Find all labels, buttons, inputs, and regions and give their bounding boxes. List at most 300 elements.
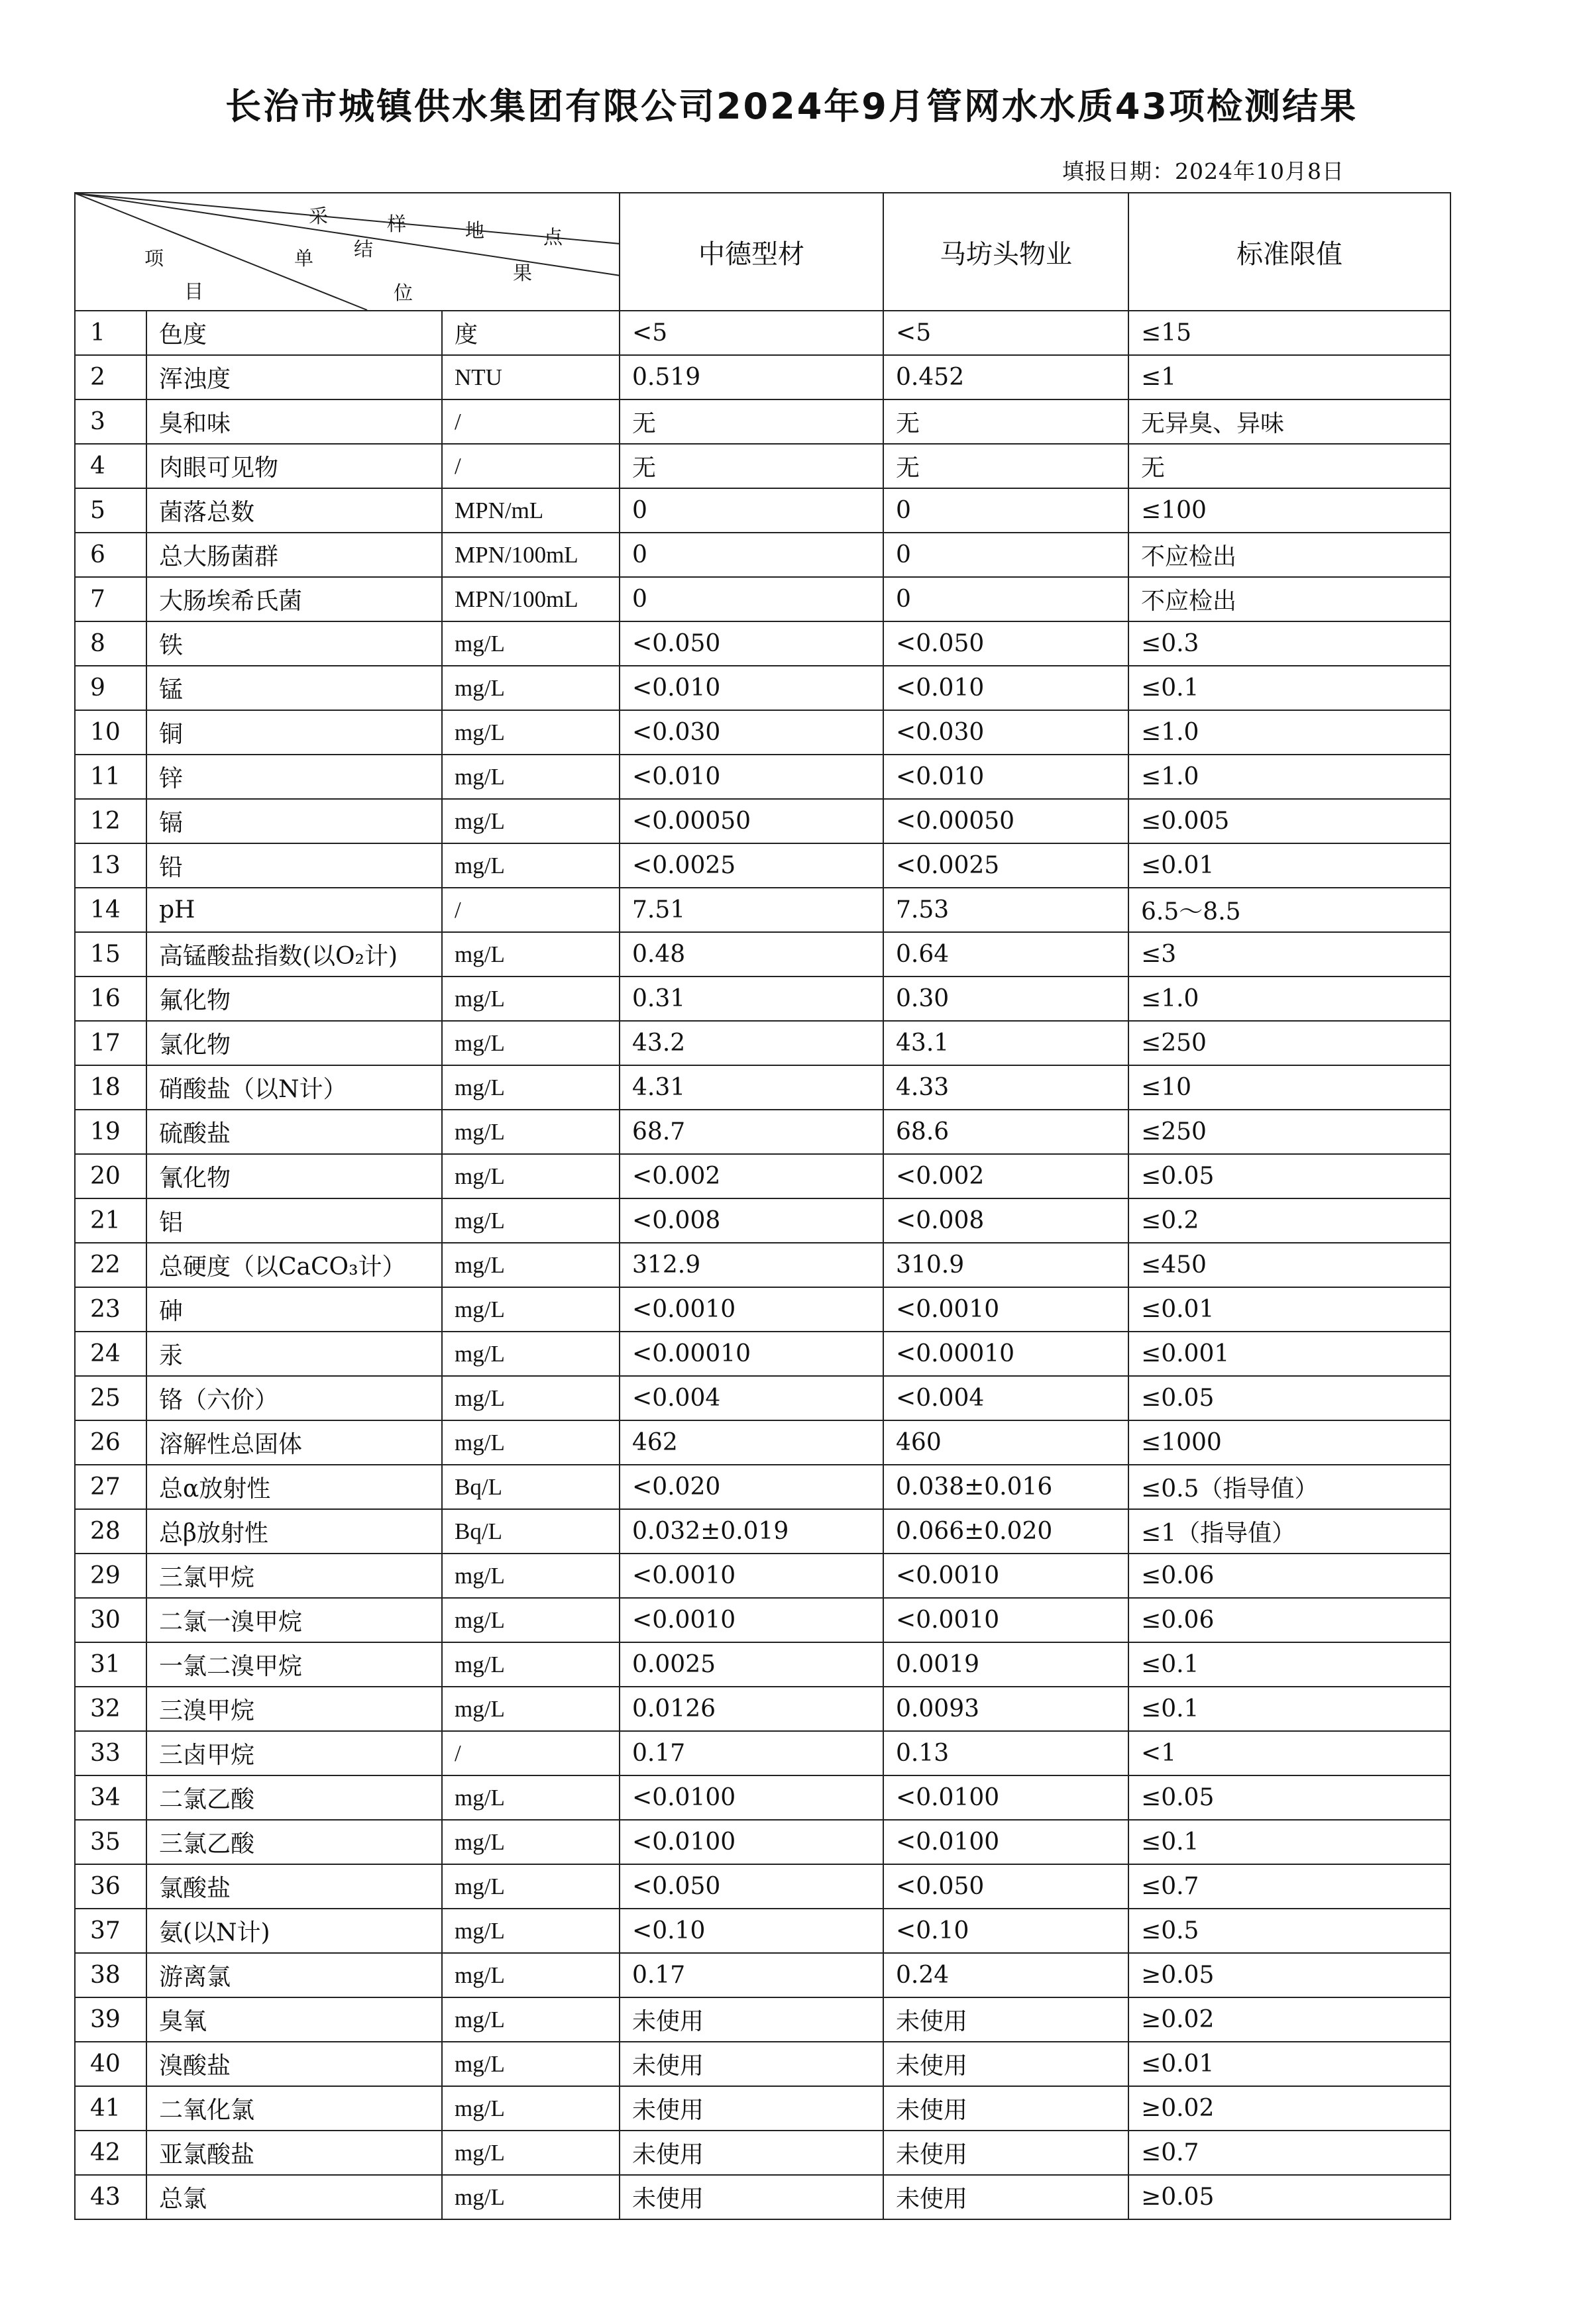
row-number: 8 (75, 621, 146, 666)
row-item: 铬（六价） (146, 1376, 442, 1420)
table-row (75, 2175, 1450, 2219)
table-body (75, 311, 1450, 2219)
row-item: 菌落总数 (146, 488, 442, 533)
row-unit: mg/L (442, 977, 620, 1021)
column-header-site2: 马坊头物业 (883, 193, 1128, 311)
row-value-site1: <0.010 (620, 666, 883, 710)
row-unit: / (442, 888, 620, 932)
row-limit: ≤1（指导值） (1128, 1509, 1450, 1554)
table-row (75, 1509, 1450, 1554)
row-item: 硫酸盐 (146, 1110, 442, 1154)
row-value-site2: 0 (883, 488, 1128, 533)
row-value-site1: <0.0100 (620, 1775, 883, 1820)
table-row (75, 311, 1450, 355)
row-item: 肉眼可见物 (146, 444, 442, 488)
row-value-site1: 43.2 (620, 1021, 883, 1065)
row-value-site2: <0.030 (883, 710, 1128, 755)
row-item: 总硬度（以CaCO₃计） (146, 1243, 442, 1287)
row-unit: mg/L (442, 2042, 620, 2086)
row-item: 氟化物 (146, 977, 442, 1021)
row-number: 29 (75, 1554, 146, 1598)
table-row (75, 1687, 1450, 1731)
row-item: 砷 (146, 1287, 442, 1332)
row-unit: mg/L (442, 1953, 620, 1997)
row-item: 锌 (146, 755, 442, 799)
row-number: 32 (75, 1687, 146, 1731)
row-limit: ≤0.01 (1128, 1287, 1450, 1332)
table-row (75, 1909, 1450, 1953)
row-number: 5 (75, 488, 146, 533)
row-value-site2: <0.010 (883, 755, 1128, 799)
row-value-site1: <0.030 (620, 710, 883, 755)
row-item: 高锰酸盐指数(以O₂计) (146, 932, 442, 977)
row-number: 38 (75, 1953, 146, 1997)
row-number: 7 (75, 577, 146, 621)
row-value-site2: <0.0010 (883, 1554, 1128, 1598)
diagonal-header-cell (75, 193, 620, 311)
row-item: 三氯甲烷 (146, 1554, 442, 1598)
row-value-site2: 0.30 (883, 977, 1128, 1021)
row-value-site2: <0.002 (883, 1154, 1128, 1198)
table-row (75, 1775, 1450, 1820)
row-number: 42 (75, 2131, 146, 2175)
diag-label-wei: 位 (394, 282, 413, 304)
row-value-site1: <0.0010 (620, 1598, 883, 1642)
row-limit: ≤1 (1128, 355, 1450, 399)
row-number: 1 (75, 311, 146, 355)
row-value-site1: <0.0010 (620, 1554, 883, 1598)
row-limit: <1 (1128, 1731, 1450, 1775)
row-item: 二氯一溴甲烷 (146, 1598, 442, 1642)
table-row (75, 2042, 1450, 2086)
row-limit: ≤0.001 (1128, 1332, 1450, 1376)
row-value-site2: 43.1 (883, 1021, 1128, 1065)
row-limit: ≤0.1 (1128, 666, 1450, 710)
row-value-site2: <0.050 (883, 621, 1128, 666)
table-row (75, 977, 1450, 1021)
row-item: 铁 (146, 621, 442, 666)
row-unit: mg/L (442, 1287, 620, 1332)
table-row (75, 1065, 1450, 1110)
row-value-site2: 0.24 (883, 1953, 1128, 1997)
row-unit: mg/L (442, 1021, 620, 1065)
row-number: 40 (75, 2042, 146, 2086)
row-number: 16 (75, 977, 146, 1021)
diag-label-jie: 结 (354, 238, 374, 260)
row-limit: 无异臭、异味 (1128, 399, 1450, 444)
table-row (75, 1554, 1450, 1598)
row-unit: mg/L (442, 1110, 620, 1154)
row-value-site2: <0.0010 (883, 1287, 1128, 1332)
row-item: 溶解性总固体 (146, 1420, 442, 1465)
row-limit: ≤250 (1128, 1021, 1450, 1065)
row-item: 氰化物 (146, 1154, 442, 1198)
table-row (75, 621, 1450, 666)
column-header-site1: 中德型材 (620, 193, 883, 311)
row-item: 浑浊度 (146, 355, 442, 399)
row-value-site2: 0.64 (883, 932, 1128, 977)
row-value-site1: <0.0100 (620, 1820, 883, 1864)
row-item: 总β放射性 (146, 1509, 442, 1554)
row-number: 28 (75, 1509, 146, 1554)
row-unit: mg/L (442, 2086, 620, 2131)
table-row (75, 1198, 1450, 1243)
row-limit: ≤0.3 (1128, 621, 1450, 666)
row-value-site2: 460 (883, 1420, 1128, 1465)
row-number: 33 (75, 1731, 146, 1775)
diag-label-yang: 样 (387, 213, 407, 235)
column-header-limit: 标准限值 (1128, 193, 1450, 311)
row-value-site2: 未使用 (883, 2131, 1128, 2175)
row-number: 3 (75, 399, 146, 444)
row-value-site1: <0.050 (620, 621, 883, 666)
row-limit: ≥0.05 (1128, 2175, 1450, 2219)
row-unit: mg/L (442, 1642, 620, 1687)
table-row (75, 1642, 1450, 1687)
row-unit: MPN/100mL (442, 533, 620, 577)
row-unit: mg/L (442, 1243, 620, 1287)
row-value-site1: 0.519 (620, 355, 883, 399)
table-row (75, 799, 1450, 843)
row-unit: / (442, 444, 620, 488)
row-limit: ≤0.01 (1128, 843, 1450, 888)
row-item: pH (146, 888, 442, 932)
row-number: 30 (75, 1598, 146, 1642)
row-value-site2: 4.33 (883, 1065, 1128, 1110)
row-item: 铝 (146, 1198, 442, 1243)
row-value-site1: 0 (620, 533, 883, 577)
table-row (75, 533, 1450, 577)
row-value-site1: <0.00010 (620, 1332, 883, 1376)
row-value-site2: <0.010 (883, 666, 1128, 710)
row-item: 臭氧 (146, 1997, 442, 2042)
row-number: 25 (75, 1376, 146, 1420)
table-row (75, 1864, 1450, 1909)
table-row (75, 2086, 1450, 2131)
row-item: 游离氯 (146, 1953, 442, 1997)
row-limit: ≤100 (1128, 488, 1450, 533)
row-value-site2: 7.53 (883, 888, 1128, 932)
table-row (75, 1953, 1450, 1997)
row-unit: mg/L (442, 1775, 620, 1820)
row-item: 铅 (146, 843, 442, 888)
table-row (75, 1820, 1450, 1864)
table-row (75, 355, 1450, 399)
row-item: 氨(以N计) (146, 1909, 442, 1953)
row-limit: ≤0.1 (1128, 1820, 1450, 1864)
row-number: 34 (75, 1775, 146, 1820)
row-item: 氯化物 (146, 1021, 442, 1065)
row-limit: ≤450 (1128, 1243, 1450, 1287)
row-unit: mg/L (442, 1332, 620, 1376)
row-number: 23 (75, 1287, 146, 1332)
row-number: 20 (75, 1154, 146, 1198)
diag-label-guo: 果 (513, 262, 533, 284)
row-unit: mg/L (442, 2175, 620, 2219)
row-limit: ≤1000 (1128, 1420, 1450, 1465)
table-row (75, 843, 1450, 888)
row-unit: Bq/L (442, 1509, 620, 1554)
row-limit: ≤0.5（指导值） (1128, 1465, 1450, 1509)
row-value-site1: <0.004 (620, 1376, 883, 1420)
table-row (75, 1420, 1450, 1465)
row-limit: ≤0.01 (1128, 2042, 1450, 2086)
row-limit: 6.5～8.5 (1128, 888, 1450, 932)
row-value-site1: <0.008 (620, 1198, 883, 1243)
row-value-site2: <0.10 (883, 1909, 1128, 1953)
table-row (75, 1598, 1450, 1642)
row-number: 35 (75, 1820, 146, 1864)
table-row (75, 1154, 1450, 1198)
row-value-site1: <0.050 (620, 1864, 883, 1909)
row-number: 41 (75, 2086, 146, 2131)
row-value-site2: 310.9 (883, 1243, 1128, 1287)
row-limit: ≤0.7 (1128, 2131, 1450, 2175)
row-limit: ≤250 (1128, 1110, 1450, 1154)
row-unit: MPN/mL (442, 488, 620, 533)
row-limit: ≤10 (1128, 1065, 1450, 1110)
row-value-site1: <5 (620, 311, 883, 355)
row-number: 39 (75, 1997, 146, 2042)
row-number: 19 (75, 1110, 146, 1154)
row-unit: Bq/L (442, 1465, 620, 1509)
diag-label-cai: 采 (309, 205, 329, 227)
row-number: 9 (75, 666, 146, 710)
row-limit: ≤0.005 (1128, 799, 1450, 843)
diag-label-xiang: 项 (144, 247, 164, 270)
row-unit: / (442, 1731, 620, 1775)
row-value-site1: 0.48 (620, 932, 883, 977)
row-number: 10 (75, 710, 146, 755)
row-item: 一氯二溴甲烷 (146, 1642, 442, 1687)
row-unit: mg/L (442, 666, 620, 710)
row-item: 亚氯酸盐 (146, 2131, 442, 2175)
row-item: 锰 (146, 666, 442, 710)
row-value-site2: 0.0019 (883, 1642, 1128, 1687)
row-limit: ≤1.0 (1128, 977, 1450, 1021)
row-value-site2: <0.004 (883, 1376, 1128, 1420)
row-unit: mg/L (442, 1420, 620, 1465)
row-value-site2: <0.008 (883, 1198, 1128, 1243)
row-item: 三卤甲烷 (146, 1731, 442, 1775)
row-value-site1: 未使用 (620, 1997, 883, 2042)
row-value-site2: 未使用 (883, 2042, 1128, 2086)
row-number: 24 (75, 1332, 146, 1376)
row-value-site2: 0.066±0.020 (883, 1509, 1128, 1554)
row-value-site1: 4.31 (620, 1065, 883, 1110)
table-row (75, 888, 1450, 932)
row-value-site2: 未使用 (883, 1997, 1128, 2042)
table-row (75, 1287, 1450, 1332)
row-value-site2: 0.13 (883, 1731, 1128, 1775)
row-value-site1: 0.17 (620, 1731, 883, 1775)
table-row (75, 1243, 1450, 1287)
table-row (75, 1110, 1450, 1154)
row-item: 硝酸盐（以N计） (146, 1065, 442, 1110)
row-item: 溴酸盐 (146, 2042, 442, 2086)
row-limit: ≤0.5 (1128, 1909, 1450, 1953)
row-value-site2: <0.0010 (883, 1598, 1128, 1642)
row-number: 2 (75, 355, 146, 399)
row-value-site1: 0.31 (620, 977, 883, 1021)
row-unit: mg/L (442, 1065, 620, 1110)
row-limit: 不应检出 (1128, 577, 1450, 621)
row-number: 6 (75, 533, 146, 577)
row-value-site2: <0.0025 (883, 843, 1128, 888)
row-unit: NTU (442, 355, 620, 399)
row-number: 15 (75, 932, 146, 977)
row-value-site2: <0.0100 (883, 1820, 1128, 1864)
row-value-site2: 68.6 (883, 1110, 1128, 1154)
table-row (75, 1465, 1450, 1509)
row-unit: mg/L (442, 1997, 620, 2042)
row-value-site2: <0.00050 (883, 799, 1128, 843)
row-value-site1: 无 (620, 444, 883, 488)
row-limit: ≤1.0 (1128, 755, 1450, 799)
row-item: 二氧化氯 (146, 2086, 442, 2131)
row-limit: ≤0.1 (1128, 1642, 1450, 1687)
row-number: 14 (75, 888, 146, 932)
row-unit: mg/L (442, 843, 620, 888)
row-number: 37 (75, 1909, 146, 1953)
row-item: 氯酸盐 (146, 1864, 442, 1909)
row-value-site1: 0.032±0.019 (620, 1509, 883, 1554)
row-limit: ≤0.05 (1128, 1775, 1450, 1820)
row-value-site2: <5 (883, 311, 1128, 355)
table-row (75, 577, 1450, 621)
table-row (75, 399, 1450, 444)
row-value-site1: 0 (620, 577, 883, 621)
row-unit: mg/L (442, 1198, 620, 1243)
row-item: 汞 (146, 1332, 442, 1376)
row-unit: / (442, 399, 620, 444)
row-value-site1: 462 (620, 1420, 883, 1465)
diag-label-di: 地 (465, 219, 485, 242)
row-number: 26 (75, 1420, 146, 1465)
row-value-site2: 0 (883, 577, 1128, 621)
row-item: 三氯乙酸 (146, 1820, 442, 1864)
row-unit: mg/L (442, 755, 620, 799)
row-value-site1: 68.7 (620, 1110, 883, 1154)
row-value-site1: 7.51 (620, 888, 883, 932)
table-row (75, 1021, 1450, 1065)
row-number: 22 (75, 1243, 146, 1287)
row-value-site1: 0 (620, 488, 883, 533)
row-limit: ≤3 (1128, 932, 1450, 977)
row-item: 大肠埃希氏菌 (146, 577, 442, 621)
row-item: 总大肠菌群 (146, 533, 442, 577)
table-row (75, 1997, 1450, 2042)
row-value-site1: 未使用 (620, 2131, 883, 2175)
row-value-site1: 312.9 (620, 1243, 883, 1287)
row-value-site1: 0.0025 (620, 1642, 883, 1687)
row-limit: ≥0.05 (1128, 1953, 1450, 1997)
row-number: 36 (75, 1864, 146, 1909)
table-row (75, 666, 1450, 710)
row-unit: MPN/100mL (442, 577, 620, 621)
row-value-site1: 未使用 (620, 2175, 883, 2219)
row-limit: ≤0.05 (1128, 1154, 1450, 1198)
document-title: 长治市城镇供水集团有限公司2024年9月管网水水质43项检测结果 (225, 85, 1358, 127)
row-unit: mg/L (442, 710, 620, 755)
row-unit: mg/L (442, 932, 620, 977)
table-row (75, 1376, 1450, 1420)
row-limit: ≤0.7 (1128, 1864, 1450, 1909)
row-limit: ≤15 (1128, 311, 1450, 355)
row-number: 43 (75, 2175, 146, 2219)
row-item: 二氯乙酸 (146, 1775, 442, 1820)
table-row (75, 1332, 1450, 1376)
row-value-site1: <0.0010 (620, 1287, 883, 1332)
row-value-site1: 0.17 (620, 1953, 883, 1997)
row-unit: mg/L (442, 1820, 620, 1864)
table-header-row (75, 193, 1450, 311)
row-value-site2: 未使用 (883, 2175, 1128, 2219)
row-number: 21 (75, 1198, 146, 1243)
row-value-site1: 未使用 (620, 2042, 883, 2086)
table-row (75, 444, 1450, 488)
table-row (75, 488, 1450, 533)
row-number: 18 (75, 1065, 146, 1110)
diag-label-dan: 单 (294, 247, 314, 270)
row-value-site2: 0.452 (883, 355, 1128, 399)
row-number: 12 (75, 799, 146, 843)
row-number: 17 (75, 1021, 146, 1065)
row-unit: mg/L (442, 1909, 620, 1953)
row-item: 铜 (146, 710, 442, 755)
row-unit: mg/L (442, 1376, 620, 1420)
row-value-site2: 未使用 (883, 2086, 1128, 2131)
row-value-site1: <0.00050 (620, 799, 883, 843)
row-limit: ≥0.02 (1128, 1997, 1450, 2042)
row-value-site1: <0.10 (620, 1909, 883, 1953)
row-item: 三溴甲烷 (146, 1687, 442, 1731)
row-item: 臭和味 (146, 399, 442, 444)
row-limit: ≤0.2 (1128, 1198, 1450, 1243)
row-item: 总α放射性 (146, 1465, 442, 1509)
water-quality-table (74, 192, 1451, 2220)
row-limit: ≤0.05 (1128, 1376, 1450, 1420)
row-number: 4 (75, 444, 146, 488)
row-value-site1: <0.0025 (620, 843, 883, 888)
row-number: 11 (75, 755, 146, 799)
row-value-site2: 无 (883, 399, 1128, 444)
row-value-site2: 0 (883, 533, 1128, 577)
row-value-site2: <0.00010 (883, 1332, 1128, 1376)
table-row (75, 932, 1450, 977)
row-value-site1: 无 (620, 399, 883, 444)
row-number: 31 (75, 1642, 146, 1687)
row-limit: 无 (1128, 444, 1450, 488)
row-unit: mg/L (442, 621, 620, 666)
row-item: 总氯 (146, 2175, 442, 2219)
row-unit: mg/L (442, 2131, 620, 2175)
row-value-site1: <0.002 (620, 1154, 883, 1198)
row-number: 27 (75, 1465, 146, 1509)
diag-label-dian: 点 (543, 226, 563, 248)
row-item: 镉 (146, 799, 442, 843)
row-unit: mg/L (442, 1864, 620, 1909)
row-limit: ≥0.02 (1128, 2086, 1450, 2131)
row-value-site2: 0.0093 (883, 1687, 1128, 1731)
row-value-site1: 0.0126 (620, 1687, 883, 1731)
row-unit: mg/L (442, 1154, 620, 1198)
row-value-site2: <0.050 (883, 1864, 1128, 1909)
row-number: 13 (75, 843, 146, 888)
row-value-site1: <0.010 (620, 755, 883, 799)
row-limit: ≤0.1 (1128, 1687, 1450, 1731)
row-unit: 度 (442, 311, 620, 355)
